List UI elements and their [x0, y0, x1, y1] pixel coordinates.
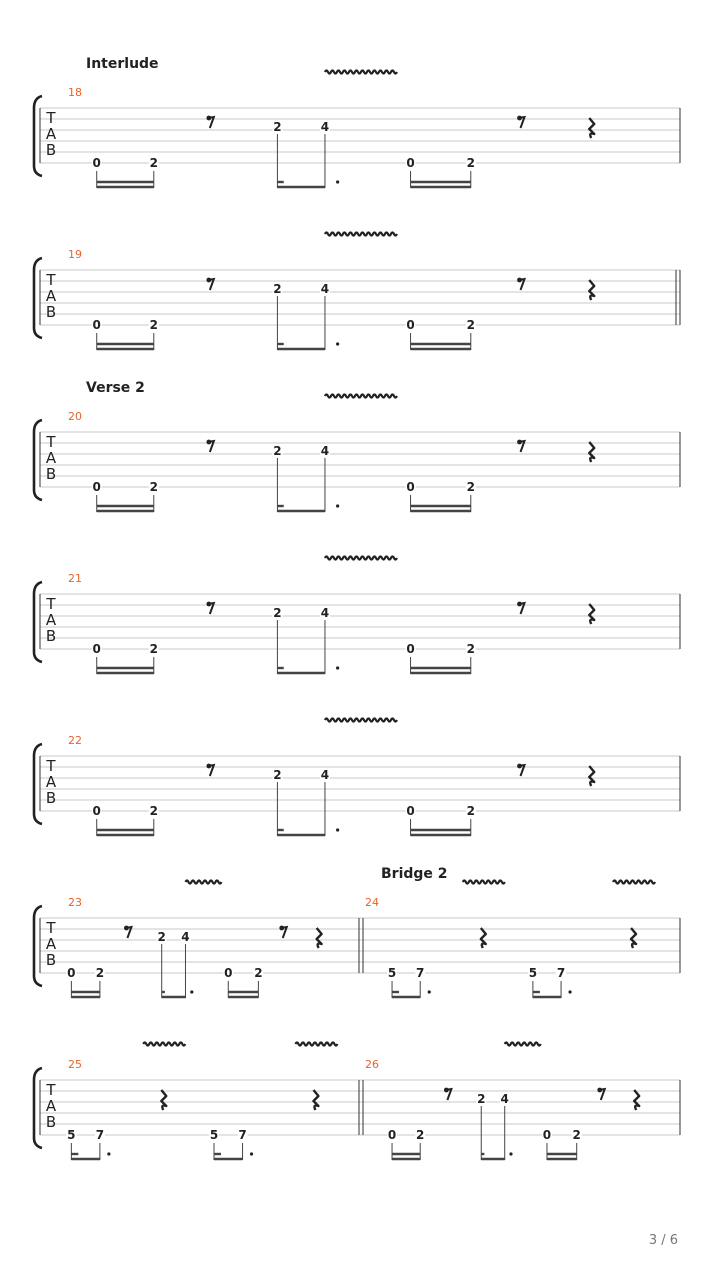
fret-number: 0 — [406, 318, 415, 332]
dot — [428, 990, 431, 993]
fret-number: 4 — [320, 120, 330, 134]
fret-number: 2 — [254, 966, 263, 980]
dot — [190, 990, 193, 993]
vibrato-wave-icon — [295, 1043, 337, 1046]
tab-letter: B — [45, 789, 57, 807]
fret-number: 2 — [466, 318, 475, 332]
dot — [336, 504, 339, 507]
quarter-rest-icon — [481, 928, 486, 948]
tab-bar — [66, 881, 363, 999]
fret-number: 0 — [92, 480, 101, 494]
fret-number: 2 — [466, 480, 475, 494]
bar-number: 20 — [68, 410, 82, 423]
tab-system — [34, 557, 680, 675]
fret-number: 0 — [406, 642, 415, 656]
quarter-rest-icon — [317, 928, 322, 948]
fret-number: 0 — [92, 804, 101, 818]
fret-number: 0 — [92, 642, 101, 656]
vibrato-wave-icon — [505, 1043, 541, 1046]
dot — [250, 1152, 253, 1155]
fret-number: 2 — [466, 642, 475, 656]
tab-letter: A — [45, 125, 57, 143]
vibrato-wave-icon — [325, 233, 397, 236]
fret-number: 0 — [406, 480, 415, 494]
quarter-rest-icon — [589, 280, 594, 300]
fret-number: 2 — [416, 1128, 425, 1142]
quarter-rest-icon — [631, 928, 636, 948]
tab-bar — [66, 1043, 363, 1161]
tab-system — [34, 233, 680, 351]
dot — [336, 828, 339, 831]
vibrato-wave-icon — [325, 719, 397, 722]
quarter-rest-icon — [161, 1090, 166, 1110]
vibrato-wave-icon — [143, 1043, 185, 1046]
fret-number: 2 — [477, 1092, 486, 1106]
vibrato-wave-icon — [325, 395, 397, 398]
tab-letter: B — [45, 141, 57, 159]
dot — [336, 342, 339, 345]
tab-letter: A — [45, 773, 57, 791]
tab-letter: B — [45, 303, 57, 321]
fret-number: 5 — [387, 966, 397, 980]
tab-letter: T — [46, 919, 56, 937]
tab-letter: A — [45, 449, 57, 467]
fret-number: 5 — [528, 966, 538, 980]
dot — [336, 666, 339, 669]
tab-system — [34, 719, 680, 837]
tab-letter: A — [45, 935, 57, 953]
tab-letter: B — [45, 951, 57, 969]
tab-letter: T — [46, 757, 56, 775]
fret-number: 4 — [320, 282, 330, 296]
fret-number: 2 — [466, 156, 475, 170]
tab-bar — [68, 719, 680, 837]
tab-letter: T — [46, 1081, 56, 1099]
tab-system — [34, 56, 680, 188]
vibrato-wave-icon — [185, 881, 221, 884]
fret-number: 4 — [181, 930, 190, 944]
tab-letter: T — [46, 433, 56, 451]
fret-number: 0 — [224, 966, 233, 980]
bar-number: 19 — [68, 248, 82, 261]
fret-number: 2 — [149, 804, 158, 818]
tab-letter: B — [45, 465, 57, 483]
section-label: Interlude — [86, 56, 159, 72]
fret-number: 0 — [387, 1128, 397, 1142]
dot — [336, 180, 339, 183]
bar-number: 24 — [365, 896, 379, 909]
section-label: Verse 2 — [86, 380, 145, 396]
tab-bar — [68, 233, 680, 351]
fret-number: 0 — [92, 318, 101, 332]
quarter-rest-icon — [589, 604, 594, 624]
quarter-rest-icon — [589, 442, 594, 462]
fret-number: 2 — [149, 480, 158, 494]
fret-number: 5 — [67, 1128, 76, 1142]
tab-letter: A — [45, 611, 57, 629]
fret-number: 0 — [92, 156, 101, 170]
tab-system — [34, 380, 680, 512]
fret-number: 2 — [149, 642, 158, 656]
quarter-rest-icon — [634, 1090, 639, 1110]
fret-number: 7 — [95, 1128, 105, 1142]
fret-number: 0 — [67, 966, 76, 980]
quarter-rest-icon — [589, 118, 594, 138]
systems-container — [34, 56, 680, 1160]
fret-number: 2 — [273, 120, 282, 134]
vibrato-wave-icon — [463, 881, 505, 884]
fret-number: 2 — [273, 768, 282, 782]
tab-system — [34, 866, 680, 998]
fret-number: 7 — [416, 966, 425, 980]
fret-number: 2 — [95, 966, 105, 980]
fret-number: 7 — [556, 966, 566, 980]
fret-number: 5 — [209, 1128, 219, 1142]
tab-bar — [68, 71, 680, 189]
quarter-rest-icon — [313, 1090, 318, 1110]
fret-number: 2 — [466, 804, 475, 818]
fret-number: 2 — [572, 1128, 581, 1142]
fret-number: 0 — [542, 1128, 552, 1142]
fret-number: 4 — [320, 444, 330, 458]
tab-letter: A — [45, 287, 57, 305]
vibrato-wave-icon — [325, 71, 397, 74]
fret-number: 0 — [406, 156, 415, 170]
tab-system — [34, 1043, 680, 1161]
fret-number: 2 — [149, 318, 158, 332]
tab-letter: T — [46, 271, 56, 289]
vibrato-wave-icon — [325, 557, 397, 560]
section-label: Bridge 2 — [381, 866, 448, 882]
fret-number: 2 — [149, 156, 158, 170]
fret-number: 4 — [500, 1092, 509, 1106]
dot — [568, 990, 571, 993]
bar-number: 25 — [68, 1058, 82, 1071]
tab-letter: A — [45, 1097, 57, 1115]
bar-number: 22 — [68, 734, 82, 747]
bar-number: 23 — [68, 896, 82, 909]
page-number: 3 / 6 — [648, 1233, 678, 1248]
fret-number: 2 — [273, 606, 282, 620]
fret-number: 2 — [273, 282, 282, 296]
bar-number: 18 — [68, 86, 82, 99]
tab-bar — [365, 1043, 680, 1161]
tab-letter: B — [45, 627, 57, 645]
fret-number: 4 — [320, 606, 330, 620]
tab-bar — [68, 557, 680, 675]
tab-letter: B — [45, 1113, 57, 1131]
tab-bar — [68, 395, 680, 513]
dot — [107, 1152, 110, 1155]
vibrato-wave-icon — [613, 881, 655, 884]
tab-letter: T — [46, 595, 56, 613]
dot — [509, 1152, 512, 1155]
bar-number: 21 — [68, 572, 82, 585]
fret-number: 0 — [406, 804, 415, 818]
fret-number: 2 — [157, 930, 166, 944]
fret-number: 7 — [238, 1128, 247, 1142]
fret-number: 4 — [320, 768, 330, 782]
fret-number: 2 — [273, 444, 282, 458]
tab-bar — [365, 866, 680, 998]
bar-number: 26 — [365, 1058, 379, 1071]
quarter-rest-icon — [589, 766, 594, 786]
tab-letter: T — [46, 109, 56, 127]
